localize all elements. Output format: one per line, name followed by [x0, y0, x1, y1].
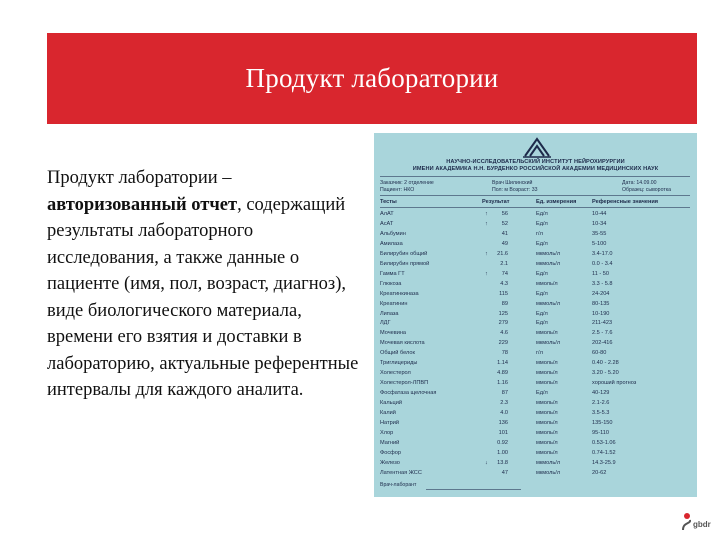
column-header-test: Тесты	[380, 199, 397, 205]
cell-result: 74	[501, 270, 508, 277]
cell-test: Мочевая кислота	[380, 340, 425, 347]
cell-test: Креатинин	[380, 300, 408, 307]
cell-result: 4.0	[500, 410, 508, 416]
cell-result: 1.16	[497, 380, 508, 387]
cell-test: Альбумин	[380, 230, 406, 237]
cell-test: Гамма ГТ	[380, 270, 405, 277]
description-rest: , содержащий результаты лабораторного исследования, а также данные о пациенте (имя, пол, возраст, диагноз), виде биологического материала, времени его взятия и доставки в лабораторию, актуальные референтные интервалы для каждого аналита.	[47, 194, 359, 400]
cell-result: 1.00	[497, 449, 508, 456]
cell-result: 136	[498, 419, 508, 426]
cell-test: ЛДГ	[380, 320, 391, 327]
cell-flag: ↑	[485, 250, 488, 257]
cell-result: 41	[501, 230, 508, 237]
cell-result: 13.8	[497, 459, 508, 466]
cell-ref: 24-204	[592, 290, 610, 297]
cell-test: Калий	[380, 410, 396, 416]
cell-result: 279	[498, 320, 508, 327]
cell-unit: ммоль/л	[536, 280, 558, 287]
cell-result: 89	[501, 300, 508, 307]
meta-sample: Образец: сыворотка	[622, 187, 671, 193]
cell-test: АлАТ	[380, 211, 394, 217]
cell-ref: 5-100	[592, 240, 607, 247]
lab-report-image	[374, 133, 697, 497]
cell-unit: ммоль/л	[536, 410, 558, 416]
cell-test: Фосфатаза щелочная	[380, 390, 437, 397]
cell-ref: 3.20 - 5.20	[592, 370, 619, 377]
cell-test: Липаза	[380, 310, 399, 317]
cell-unit: Ед/л	[536, 220, 548, 227]
cell-unit: Ед/л	[536, 240, 548, 247]
cell-test: Хлор	[380, 429, 394, 436]
cell-unit: ммоль/л	[536, 330, 558, 337]
cell-unit: г/л	[536, 350, 543, 357]
meta-date: Дата: 14.09.00	[622, 180, 657, 186]
cell-ref: хороший прогноз	[592, 380, 637, 387]
cell-unit: Ед/л	[536, 270, 548, 277]
cell-result: 47	[501, 469, 508, 476]
cell-test: Креатинкиназа	[380, 290, 419, 297]
signature-label: Врач-лаборант	[380, 482, 417, 488]
column-header-result: Результат	[482, 199, 510, 205]
cell-unit: мкмоль/л	[536, 300, 561, 307]
institute-logo-icon	[522, 136, 552, 160]
cell-unit: ммоль/л	[536, 400, 558, 407]
divider	[380, 195, 690, 196]
cell-flag: ↑	[485, 220, 488, 227]
cell-ref: 10-34	[592, 220, 607, 227]
cell-unit: мкмоль/л	[536, 459, 561, 466]
cell-test: Железо	[380, 459, 400, 466]
cell-result: 78	[501, 350, 508, 357]
cell-test: Общий белок	[380, 350, 415, 357]
brand-mark-icon	[680, 512, 694, 532]
cell-unit: Ед/л	[536, 290, 548, 297]
brand-text: gbdr	[693, 520, 711, 529]
cell-ref: 3.5-5.3	[592, 410, 610, 416]
cell-ref: 60-80	[592, 350, 607, 357]
cell-test: Мочевина	[380, 330, 407, 337]
cell-unit: ммоль/л	[536, 449, 558, 456]
cell-result: 0.92	[497, 439, 508, 446]
cell-unit: Ед/л	[536, 320, 548, 327]
cell-ref: 0.53-1.06	[592, 439, 616, 446]
cell-ref: 10-44	[592, 211, 607, 217]
cell-result: 52	[501, 220, 508, 227]
cell-test: Натрий	[380, 419, 399, 426]
cell-ref: 14.3-25.9	[592, 459, 616, 466]
meta-age: Пол: м Возраст: 33	[492, 187, 538, 193]
cell-ref: 80-135	[592, 300, 610, 307]
cell-test: АсАТ	[380, 220, 394, 227]
cell-unit: ммоль/л	[536, 439, 558, 446]
cell-unit: Ед/л	[536, 211, 548, 217]
cell-flag: ↑	[485, 211, 488, 217]
cell-ref: 2.1-2.6	[592, 400, 610, 407]
cell-test: Холестерол-ЛПВП	[380, 380, 429, 387]
cell-test: Билирубин прямой	[380, 260, 430, 267]
cell-unit: мкмоль/л	[536, 260, 561, 267]
cell-unit: мкмоль/л	[536, 469, 561, 476]
cell-result: 56	[501, 211, 508, 217]
cell-ref: 135-150	[592, 419, 613, 426]
cell-ref: 0.74-1.52	[592, 449, 616, 456]
cell-test: Фосфор	[380, 449, 401, 456]
cell-result: 21.6	[497, 250, 508, 257]
cell-ref: 20-62	[592, 469, 607, 476]
cell-flag: ↓	[485, 459, 488, 466]
cell-result: 101	[498, 429, 508, 436]
cell-result: 4.3	[500, 280, 508, 287]
divider	[380, 176, 690, 177]
cell-unit: ммоль/л	[536, 419, 558, 426]
cell-result: 4.6	[500, 330, 508, 337]
cell-unit: ммоль/л	[536, 429, 558, 436]
cell-result: 2.3	[500, 400, 508, 407]
slide-title: Продукт лаборатории	[245, 63, 499, 93]
cell-test: Амилаза	[380, 240, 403, 247]
cell-result: 125	[498, 310, 508, 317]
cell-ref: 40-129	[592, 390, 610, 397]
cell-test: Латентная ЖСС	[380, 469, 422, 476]
cell-unit: ммоль/л	[536, 360, 558, 367]
meta-doctor: Врач Шилинский	[492, 180, 533, 186]
cell-result: 1.14	[497, 360, 508, 367]
cell-test: Магний	[380, 439, 400, 446]
cell-ref: 0.40 - 2.28	[592, 360, 619, 367]
cell-unit: Ед/л	[536, 390, 548, 397]
cell-ref: 0.0 - 3.4	[592, 260, 613, 267]
footer-logo	[680, 512, 714, 536]
cell-unit: г/л	[536, 230, 543, 237]
cell-unit: ммоль/л	[536, 380, 558, 387]
description-text	[47, 165, 359, 404]
cell-ref: 2.5 - 7.6	[592, 330, 613, 337]
cell-test: Кальций	[380, 400, 403, 407]
cell-unit: ммоль/л	[536, 370, 558, 377]
description-bold: авторизованный отчет	[47, 194, 238, 215]
cell-ref: 202-416	[592, 340, 613, 347]
cell-ref: 11 - 50	[592, 270, 609, 277]
cell-test: Холестерол	[380, 370, 411, 377]
cell-test: Билирубин общий	[380, 250, 428, 257]
cell-unit: Ед/л	[536, 310, 548, 317]
cell-ref: 3.4-17.0	[592, 250, 613, 257]
cell-result: 49	[501, 240, 508, 247]
cell-result: 4.89	[497, 370, 508, 377]
column-header-reference: Референсные значения	[592, 199, 659, 205]
description-intro: Продукт лаборатории –	[47, 168, 232, 188]
signature-line	[426, 489, 521, 490]
cell-flag: ↑	[485, 270, 488, 277]
cell-ref: 211-423	[592, 320, 613, 327]
institute-line-2: ИМЕНИ АКАДЕМИКА Н.Н. БУРДЕНКО РОССИЙСКОЙ АКАДЕМИИ МЕДИЦИНСКИХ НАУК	[412, 166, 659, 172]
cell-result: 115	[499, 290, 508, 297]
cell-ref: 95-110	[592, 429, 610, 436]
title-banner	[47, 33, 697, 124]
divider	[380, 207, 690, 208]
cell-test: Триглицериды	[380, 360, 418, 367]
cell-ref: 3.3 - 5.8	[592, 280, 613, 287]
cell-unit: мкмоль/л	[536, 250, 561, 257]
institute-line-1: НАУЧНО-ИССЛЕДОВАТЕЛЬСКИЙ ИНСТИТУТ НЕЙРОХИРУРГИИ	[446, 159, 625, 165]
cell-unit: мкмоль/л	[536, 340, 561, 347]
cell-result: 229	[498, 340, 508, 347]
meta-patient: Пациент: НКО	[380, 187, 415, 193]
meta-department: Заказчик: 2 отделение	[380, 180, 434, 186]
column-header-unit: Ед. измерения	[536, 199, 577, 205]
cell-result: 2.1	[500, 260, 508, 267]
cell-ref: 35-55	[592, 230, 607, 237]
cell-result: 87	[501, 390, 508, 397]
cell-test: Глюкоза	[380, 280, 402, 287]
cell-ref: 10-190	[592, 310, 610, 317]
